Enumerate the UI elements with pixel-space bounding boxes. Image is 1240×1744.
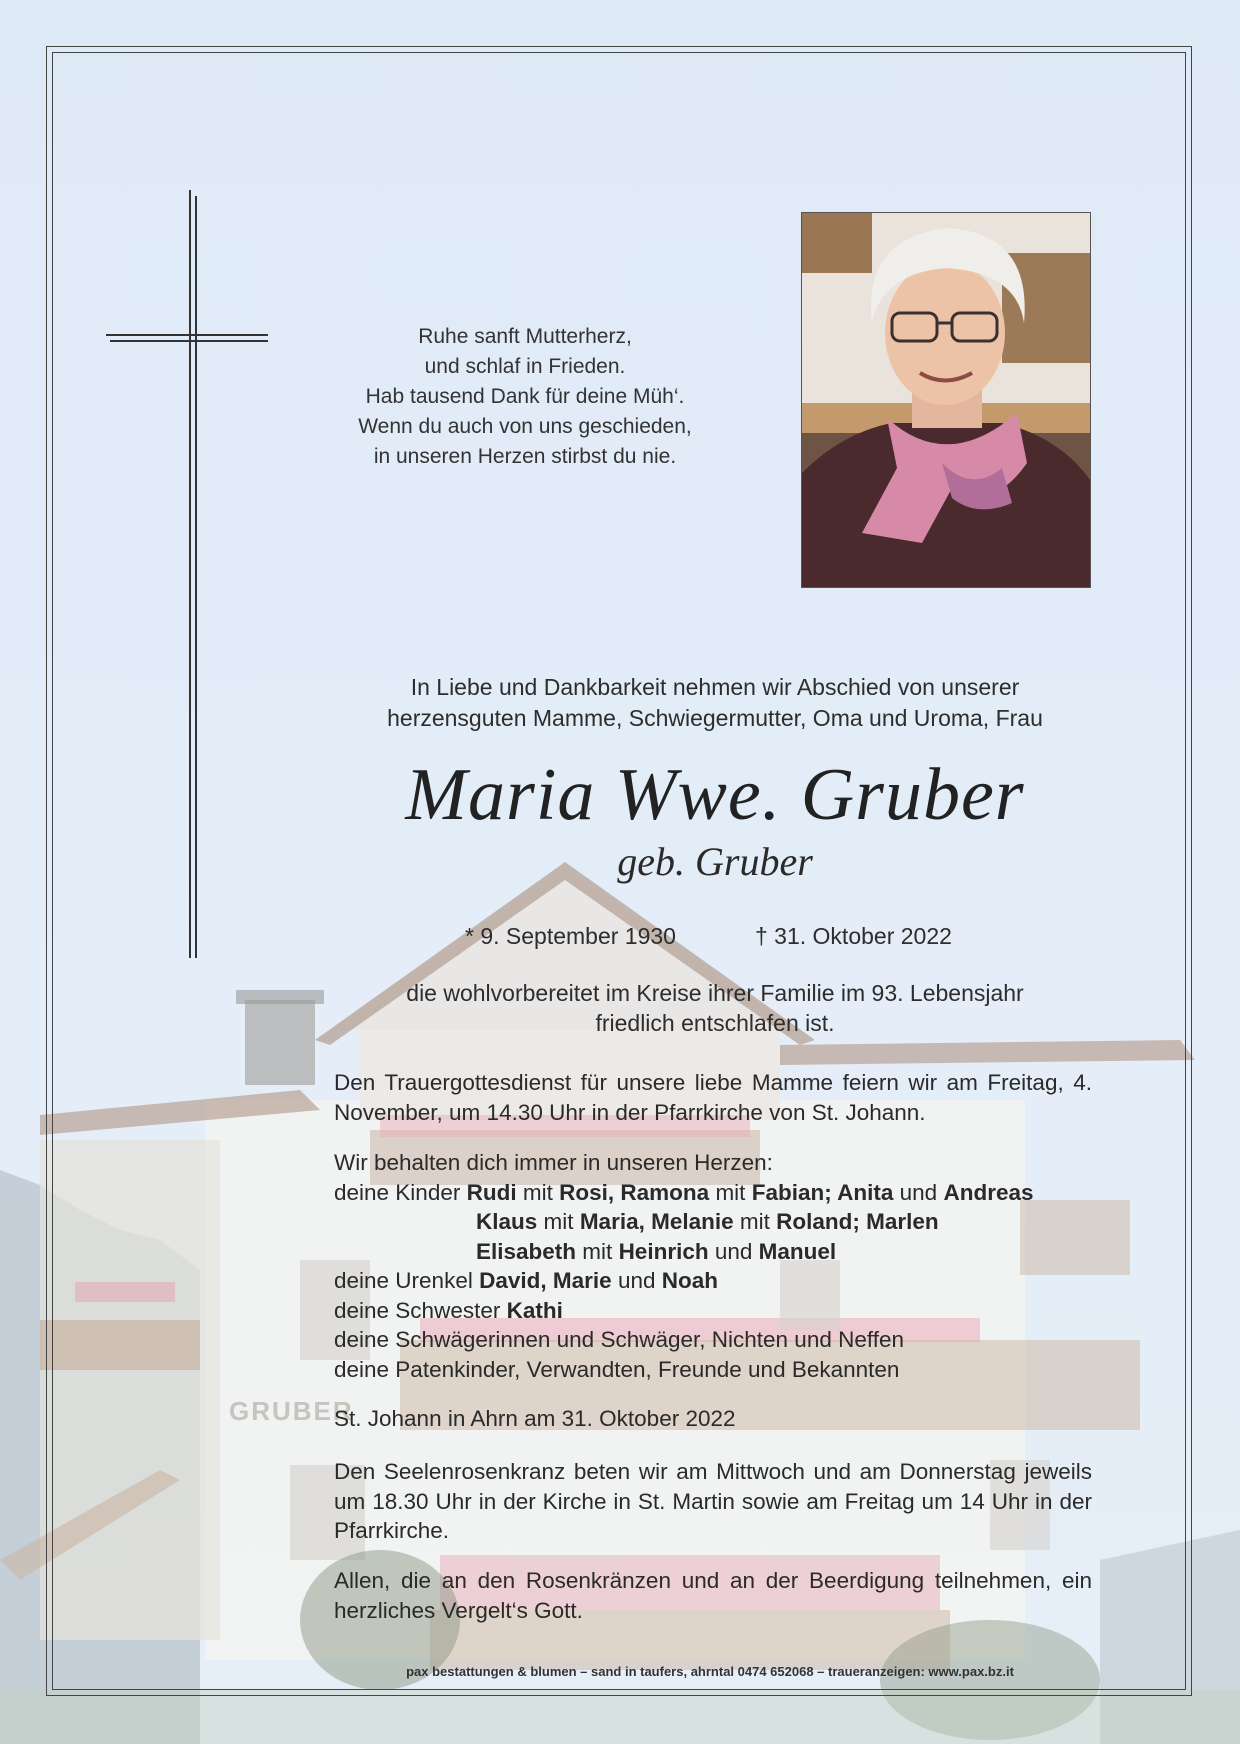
passing-line: die wohlvorbereitet im Kreise ihrer Familie im 93. Lebensjahr: [406, 980, 1024, 1006]
poem-line: Hab tausend Dank für deine Müh‘.: [365, 385, 685, 408]
place-date: St. Johann in Ahrn am 31. Oktober 2022: [334, 1406, 736, 1431]
house-sign: GRUBER: [229, 1396, 354, 1426]
poem-line: Ruhe sanft Mutterherz,: [418, 325, 632, 348]
poem-line: in unseren Herzen stirbst du nie.: [373, 445, 677, 468]
godchildren-line: deine Patenkinder, Verwandten, Freunde und Bekannten: [334, 1356, 900, 1382]
intro-line: In Liebe und Dankbarkeit nehmen wir Abschied von unserer: [410, 674, 1020, 700]
children-line-1: deine Kinder Rudi mit Rosi, Ramona mit Fabian; Anita und Andreas: [334, 1179, 1034, 1205]
footer-credits: pax bestattungen & blumen – sand in taufers, ahrntal 0474 652068 – traueranzeigen: www.pax.bz.it: [406, 1664, 1014, 1679]
poem-line: und schlaf in Frieden.: [424, 355, 626, 378]
family-intro: Wir behalten dich immer in unseren Herzen:: [334, 1150, 773, 1175]
family-list: [334, 1148, 1092, 1384]
passing-line: friedlich entschlafen ist.: [595, 1010, 835, 1036]
thanks-text: Allen, die an den Rosenkränzen und an der Beerdigung teilnehmen, ein herzliches Vergelt‘s Gott.: [334, 1568, 1092, 1623]
birth-date: * 9. September 1930: [465, 923, 676, 949]
rosary-text: Den Seelenrosenkranz beten wir am Mittwoch und am Donnerstag jeweils um 18.30 Uhr in der Kirche in St. Martin sowie am Freitag um 14 Uhr in der Pfarrkirche.: [334, 1459, 1092, 1543]
intro-line: herzensguten Mamme, Schwiegermutter, Oma und Uroma, Frau: [387, 705, 1043, 731]
passing-text: [300, 978, 1130, 1038]
portrait-photo: [801, 212, 1091, 588]
in-laws-line: deine Schwägerinnen und Schwäger, Nichten und Neffen: [334, 1327, 904, 1352]
children-line-3: Elisabeth mit Heinrich und Manuel: [476, 1238, 837, 1264]
great-grandchildren-line: deine Urenkel David, Marie und Noah: [334, 1268, 718, 1293]
life-dates: [300, 923, 1130, 955]
maiden-name: geb. Gruber: [617, 839, 813, 884]
deceased-name: Maria Wwe. Gruber: [405, 754, 1025, 836]
funeral-service-text: Den Trauergottesdienst für unsere liebe Mamme feiern wir am Freitag, 4. November, um 14.30 Uhr in der Pfarrkirche von St. Johann.: [334, 1070, 1092, 1125]
intro-text: [300, 672, 1130, 734]
memorial-poem: [320, 322, 730, 472]
sister-line: deine Schwester Kathi: [334, 1297, 563, 1323]
death-date: † 31. Oktober 2022: [755, 923, 952, 949]
poem-line: Wenn du auch von uns geschieden,: [358, 415, 692, 438]
children-line-2: Klaus mit Maria, Melanie mit Roland; Marlen: [476, 1209, 939, 1234]
